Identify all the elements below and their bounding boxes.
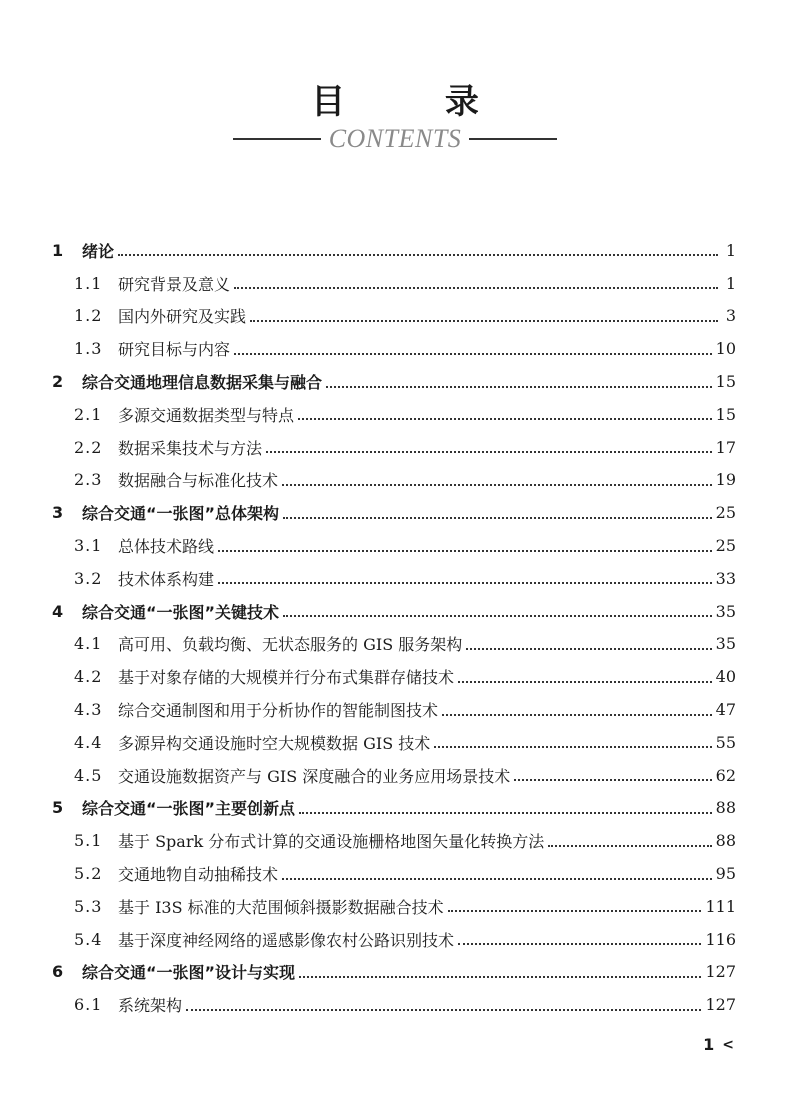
toc-entry-title: 高可用、负载均衡、无状态服务的 GIS 服务架构: [118, 635, 463, 655]
toc-section-entry[interactable]: [0, 693, 790, 726]
toc-entry-page: 33: [715, 568, 736, 588]
toc-entry-title: 交通设施数据资产与 GIS 深度融合的业务应用场景技术: [118, 766, 511, 786]
toc-dot-leader: [186, 993, 701, 1011]
toc-entry-number: 5: [52, 798, 64, 818]
title-subtitle-row: [0, 124, 790, 154]
toc-entry-page: 35: [715, 601, 736, 621]
toc-dot-leader: [326, 370, 712, 388]
toc-entry-title: 数据融合与标准化技术: [118, 471, 279, 491]
toc-entry-number: 4.3: [74, 700, 103, 720]
toc-entry-page: 127: [705, 995, 736, 1015]
toc-section-entry[interactable]: [0, 431, 790, 464]
toc-entry-number: 2.2: [74, 437, 103, 457]
toc-entry-page: 62: [715, 765, 736, 785]
footer-arrow-icon: <: [722, 1036, 734, 1053]
toc-entry-number: 4.4: [74, 732, 103, 752]
toc-dot-leader: [218, 534, 712, 552]
toc-entry-page: 1: [725, 240, 736, 260]
toc-entry-number: 6.1: [74, 995, 103, 1015]
toc-section-entry[interactable]: [0, 988, 790, 1021]
toc-dot-leader: [250, 304, 718, 322]
toc-chapter-entry[interactable]: [0, 956, 790, 989]
toc-section-entry[interactable]: [0, 824, 790, 857]
toc-chapter-entry[interactable]: [0, 234, 790, 267]
toc-section-entry[interactable]: [0, 464, 790, 497]
toc-dot-leader: [458, 665, 712, 683]
toc-section-entry[interactable]: [0, 332, 790, 365]
toc-dot-leader: [448, 894, 702, 912]
toc-entry-number: 1.3: [74, 339, 103, 359]
toc-entry-number: 4.5: [74, 765, 103, 785]
toc-entry-page: 47: [715, 700, 736, 720]
page-footer: [703, 1035, 734, 1054]
toc-dot-leader: [234, 337, 712, 355]
toc-entry-title: 综合交通“一张图”主要创新点: [82, 799, 296, 819]
toc-dot-leader: [282, 862, 712, 880]
toc-entry-page: 10: [715, 339, 736, 359]
toc-dot-leader: [234, 271, 718, 289]
toc-section-entry[interactable]: [0, 562, 790, 595]
toc-section-entry[interactable]: [0, 300, 790, 333]
toc-dot-leader: [282, 468, 712, 486]
toc-entry-number: 3.1: [74, 536, 103, 556]
footer-page-number: 1: [703, 1035, 715, 1054]
toc-dot-leader: [442, 698, 712, 716]
toc-entry-page: 95: [715, 864, 736, 884]
toc-section-entry[interactable]: [0, 759, 790, 792]
toc-section-entry[interactable]: [0, 398, 790, 431]
toc-entry-title: 基于对象存储的大规模并行分布式集群存储技术: [118, 668, 455, 688]
toc-dot-leader: [434, 730, 711, 748]
toc-entry-title: 基于 I3S 标准的大范围倾斜摄影数据融合技术: [118, 897, 444, 917]
toc-entry-number: 1.1: [74, 273, 103, 293]
table-of-contents: [0, 234, 790, 1021]
toc-entry-page: 55: [715, 732, 736, 752]
toc-entry-number: 5.2: [74, 864, 103, 884]
toc-dot-leader: [514, 763, 711, 781]
right-rule: [469, 138, 557, 140]
toc-entry-page: 25: [715, 536, 736, 556]
toc-chapter-entry[interactable]: [0, 496, 790, 529]
toc-section-entry[interactable]: [0, 923, 790, 956]
toc-chapter-entry[interactable]: [0, 365, 790, 398]
toc-entry-number: 3: [52, 503, 64, 523]
toc-entry-title: 国内外研究及实践: [118, 307, 247, 327]
toc-dot-leader: [283, 599, 712, 617]
toc-entry-number: 4.2: [74, 667, 103, 687]
toc-chapter-entry[interactable]: [0, 792, 790, 825]
toc-entry-title: 综合交通地理信息数据采集与融合: [82, 373, 323, 393]
toc-entry-number: 1.2: [74, 306, 103, 326]
toc-entry-number: 6: [52, 962, 64, 982]
toc-section-entry[interactable]: [0, 628, 790, 661]
toc-entry-title: 技术体系构建: [118, 569, 215, 589]
toc-entry-page: 35: [715, 634, 736, 654]
toc-entry-page: 1: [725, 273, 736, 293]
title-block: [0, 82, 790, 154]
toc-entry-title: 多源异构交通设施时空大规模数据 GIS 技术: [118, 733, 431, 753]
toc-dot-leader: [118, 238, 718, 256]
toc-entry-number: 2.1: [74, 404, 103, 424]
toc-entry-title: 综合交通“一张图”关键技术: [82, 602, 280, 622]
toc-entry-page: 15: [715, 372, 736, 392]
toc-entry-title: 基于深度神经网络的遥感影像农村公路识别技术: [118, 930, 455, 950]
toc-entry-title: 综合交通“一张图”总体架构: [82, 504, 280, 524]
toc-entry-title: 研究目标与内容: [118, 340, 231, 360]
toc-entry-title: 综合交通“一张图”设计与实现: [82, 963, 296, 983]
toc-section-entry[interactable]: [0, 529, 790, 562]
toc-section-entry[interactable]: [0, 726, 790, 759]
toc-entry-page: 3: [725, 306, 736, 326]
toc-entry-page: 88: [715, 831, 736, 851]
toc-entry-page: 116: [705, 929, 736, 949]
toc-entry-title: 绪论: [82, 241, 115, 261]
toc-dot-leader: [548, 829, 711, 847]
toc-entry-number: 2.3: [74, 470, 103, 490]
page-title: 目 录: [311, 82, 523, 122]
toc-entry-page: 111: [705, 896, 736, 916]
page-subtitle: CONTENTS: [328, 124, 462, 153]
toc-entry-page: 19: [715, 470, 736, 490]
toc-section-entry[interactable]: [0, 660, 790, 693]
toc-chapter-entry[interactable]: [0, 595, 790, 628]
toc-entry-number: 5.4: [74, 929, 103, 949]
toc-dot-leader: [299, 960, 701, 978]
toc-entry-page: 40: [715, 667, 736, 687]
toc-entry-page: 25: [715, 503, 736, 523]
toc-entry-title: 多源交通数据类型与特点: [118, 405, 295, 425]
toc-entry-number: 5.1: [74, 831, 103, 851]
toc-entry-title: 基于 Spark 分布式计算的交通设施栅格地图矢量化转换方法: [118, 832, 545, 852]
toc-dot-leader: [266, 435, 712, 453]
toc-dot-leader: [298, 402, 712, 420]
toc-entry-page: 88: [715, 798, 736, 818]
toc-entry-title: 综合交通制图和用于分析协作的智能制图技术: [118, 701, 439, 721]
toc-entry-page: 17: [715, 437, 736, 457]
toc-entry-title: 总体技术路线: [118, 537, 215, 557]
toc-entry-title: 系统架构: [118, 996, 183, 1016]
toc-dot-leader: [218, 566, 712, 584]
toc-dot-leader: [299, 796, 712, 814]
toc-entry-number: 1: [52, 240, 64, 260]
left-rule: [233, 138, 321, 140]
toc-entry-number: 2: [52, 372, 64, 392]
toc-entry-title: 数据采集技术与方法: [118, 438, 263, 458]
toc-section-entry[interactable]: [0, 890, 790, 923]
toc-dot-leader: [466, 632, 711, 650]
toc-entry-title: 交通地物自动抽稀技术: [118, 865, 279, 885]
toc-entry-title: 研究背景及意义: [118, 274, 231, 294]
toc-entry-number: 3.2: [74, 568, 103, 588]
toc-entry-page: 127: [705, 962, 736, 982]
toc-dot-leader: [283, 501, 712, 519]
toc-entry-number: 4.1: [74, 634, 103, 654]
toc-entry-number: 4: [52, 601, 64, 621]
toc-entry-number: 5.3: [74, 896, 103, 916]
toc-section-entry[interactable]: [0, 267, 790, 300]
toc-dot-leader: [458, 927, 701, 945]
toc-entry-page: 15: [715, 404, 736, 424]
toc-section-entry[interactable]: [0, 857, 790, 890]
